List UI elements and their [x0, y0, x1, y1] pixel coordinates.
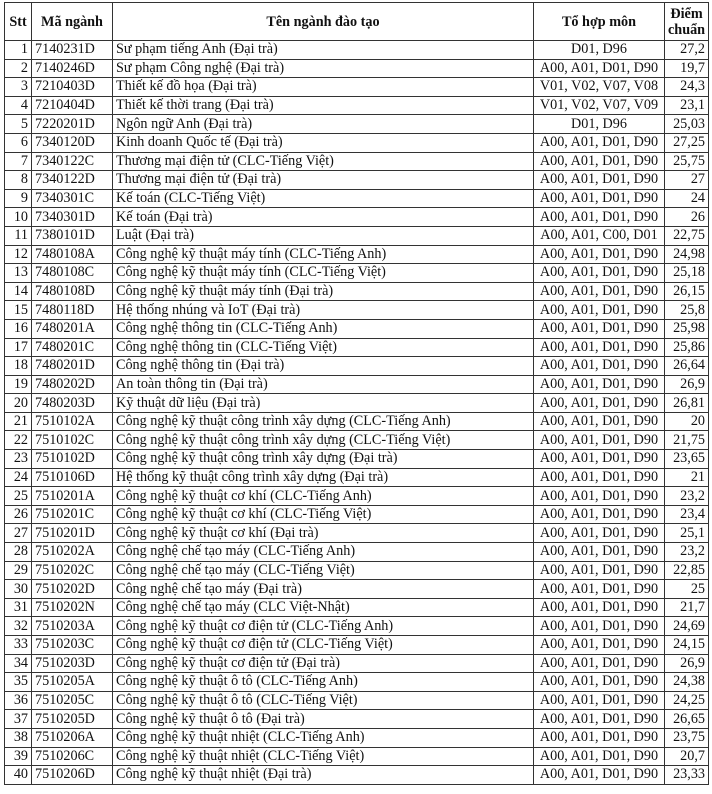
table-row	[5, 728, 709, 747]
cell-combo: A00, A01, D01, D90	[534, 319, 665, 338]
cell-stt: 38	[5, 728, 32, 747]
cell-name: Công nghệ kỹ thuật công trình xây dựng (CLC-Tiếng Việt)	[113, 431, 534, 450]
table-row	[5, 450, 709, 469]
cell-code: 7510205D	[32, 710, 113, 729]
cell-stt: 26	[5, 505, 32, 524]
cell-code: 7510202N	[32, 598, 113, 617]
cell-score: 23,1	[665, 96, 709, 115]
table-row	[5, 505, 709, 524]
cell-score: 23,2	[665, 487, 709, 506]
cell-combo: A00, A01, D01, D90	[534, 561, 665, 580]
cell-stt: 2	[5, 59, 32, 78]
cell-stt: 23	[5, 450, 32, 469]
table-row	[5, 561, 709, 580]
cell-stt: 8	[5, 171, 32, 190]
table-row	[5, 766, 709, 785]
table-row	[5, 673, 709, 692]
cell-code: 7340122C	[32, 152, 113, 171]
cell-stt: 18	[5, 357, 32, 376]
cell-combo: A00, A01, D01, D90	[534, 487, 665, 506]
cell-code: 7510201C	[32, 505, 113, 524]
cell-name: Công nghệ kỹ thuật nhiệt (Đại trà)	[113, 766, 534, 785]
cell-name: Hệ thống nhúng và IoT (Đại trà)	[113, 301, 534, 320]
cell-code: 7510102D	[32, 450, 113, 469]
cell-combo: A00, A01, D01, D90	[534, 747, 665, 766]
cell-combo: A00, A01, D01, D90	[534, 133, 665, 152]
table-row	[5, 357, 709, 376]
cell-score: 23,33	[665, 766, 709, 785]
cell-combo: A00, A01, D01, D90	[534, 171, 665, 190]
cell-code: 7480108D	[32, 282, 113, 301]
cell-combo: A00, A01, D01, D90	[534, 710, 665, 729]
cell-stt: 28	[5, 543, 32, 562]
cell-code: 7510106D	[32, 468, 113, 487]
cell-name: An toàn thông tin (Đại trà)	[113, 375, 534, 394]
cell-code: 7220201D	[32, 115, 113, 134]
cell-name: Công nghệ kỹ thuật cơ điện tử (Đại trà)	[113, 654, 534, 673]
cell-name: Công nghệ kỹ thuật cơ điện tử (CLC-Tiếng Anh)	[113, 617, 534, 636]
cell-score: 23,2	[665, 543, 709, 562]
cell-stt: 6	[5, 133, 32, 152]
cell-score: 24,3	[665, 78, 709, 97]
cell-score: 27,2	[665, 41, 709, 60]
cell-stt: 35	[5, 673, 32, 692]
table-row	[5, 617, 709, 636]
cell-stt: 34	[5, 654, 32, 673]
table-row	[5, 636, 709, 655]
cell-code: 7510205A	[32, 673, 113, 692]
cell-stt: 24	[5, 468, 32, 487]
cell-name: Kinh doanh Quốc tế (Đại trà)	[113, 133, 534, 152]
cell-code: 7210403D	[32, 78, 113, 97]
table-row	[5, 78, 709, 97]
cell-stt: 39	[5, 747, 32, 766]
table-row	[5, 59, 709, 78]
header-code: Mã ngành	[32, 3, 113, 41]
cell-score: 21,7	[665, 598, 709, 617]
cell-score: 19,7	[665, 59, 709, 78]
cell-stt: 16	[5, 319, 32, 338]
cell-name: Công nghệ kỹ thuật máy tính (CLC-Tiếng Việt)	[113, 264, 534, 283]
cell-combo: A00, A01, D01, D90	[534, 264, 665, 283]
cell-combo: V01, V02, V07, V08	[534, 78, 665, 97]
cell-score: 22,85	[665, 561, 709, 580]
cell-code: 7510102C	[32, 431, 113, 450]
cell-code: 7480108A	[32, 245, 113, 264]
cell-score: 27,25	[665, 133, 709, 152]
cell-combo: A00, A01, D01, D90	[534, 543, 665, 562]
cell-name: Công nghệ kỹ thuật công trình xây dựng (CLC-Tiếng Anh)	[113, 412, 534, 431]
cell-score: 20,7	[665, 747, 709, 766]
header-stt: Stt	[5, 3, 32, 41]
cell-score: 21,75	[665, 431, 709, 450]
cell-stt: 30	[5, 580, 32, 599]
cell-code: 7340120D	[32, 133, 113, 152]
cell-combo: A00, A01, D01, D90	[534, 338, 665, 357]
table-row	[5, 152, 709, 171]
cell-name: Công nghệ chế tạo máy (CLC-Tiếng Việt)	[113, 561, 534, 580]
cell-score: 25,86	[665, 338, 709, 357]
cell-code: 7480201A	[32, 319, 113, 338]
cell-score: 24,98	[665, 245, 709, 264]
cell-stt: 33	[5, 636, 32, 655]
cell-stt: 17	[5, 338, 32, 357]
table-row	[5, 394, 709, 413]
header-name: Tên ngành đào tạo	[113, 3, 534, 41]
cell-combo: A00, A01, D01, D90	[534, 394, 665, 413]
cell-stt: 14	[5, 282, 32, 301]
cell-stt: 3	[5, 78, 32, 97]
document-page	[4, 2, 709, 785]
cell-name: Luật (Đại trà)	[113, 226, 534, 245]
cell-stt: 13	[5, 264, 32, 283]
cell-stt: 21	[5, 412, 32, 431]
table-row	[5, 115, 709, 134]
cell-name: Kỹ thuật dữ liệu (Đại trà)	[113, 394, 534, 413]
table-row	[5, 96, 709, 115]
cell-score: 26,9	[665, 654, 709, 673]
header-score-line1: Điểm	[670, 5, 703, 22]
cell-code: 7510203C	[32, 636, 113, 655]
table-row	[5, 171, 709, 190]
table-row	[5, 487, 709, 506]
header-score-line2: chuẩn	[668, 21, 706, 38]
cell-score: 27	[665, 171, 709, 190]
cell-code: 7340301D	[32, 208, 113, 227]
cell-score: 25,18	[665, 264, 709, 283]
table-row	[5, 412, 709, 431]
cell-name: Công nghệ kỹ thuật công trình xây dựng (Đại trà)	[113, 450, 534, 469]
cell-combo: A00, A01, D01, D90	[534, 654, 665, 673]
cell-name: Công nghệ thông tin (Đại trà)	[113, 357, 534, 376]
cell-combo: A00, A01, C00, D01	[534, 226, 665, 245]
cell-name: Công nghệ chế tạo máy (Đại trà)	[113, 580, 534, 599]
cell-combo: A00, A01, D01, D90	[534, 691, 665, 710]
cell-code: 7480108C	[32, 264, 113, 283]
cell-code: 7510201A	[32, 487, 113, 506]
cell-code: 7340122D	[32, 171, 113, 190]
table-row	[5, 691, 709, 710]
cell-combo: V01, V02, V07, V09	[534, 96, 665, 115]
table-row	[5, 245, 709, 264]
cell-code: 7480203D	[32, 394, 113, 413]
cell-code: 7510205C	[32, 691, 113, 710]
cell-score: 23,75	[665, 728, 709, 747]
table-row	[5, 319, 709, 338]
cell-name: Công nghệ kỹ thuật cơ khí (CLC-Tiếng Việt)	[113, 505, 534, 524]
cell-name: Công nghệ kỹ thuật ô tô (Đại trà)	[113, 710, 534, 729]
cell-combo: A00, A01, D01, D90	[534, 59, 665, 78]
cell-name: Công nghệ thông tin (CLC-Tiếng Việt)	[113, 338, 534, 357]
cell-combo: A00, A01, D01, D90	[534, 636, 665, 655]
admission-score-table	[4, 2, 709, 785]
cell-combo: A00, A01, D01, D90	[534, 728, 665, 747]
cell-stt: 9	[5, 189, 32, 208]
cell-stt: 22	[5, 431, 32, 450]
cell-score: 26,9	[665, 375, 709, 394]
cell-combo: A00, A01, D01, D90	[534, 505, 665, 524]
cell-name: Công nghệ kỹ thuật máy tính (Đại trà)	[113, 282, 534, 301]
cell-combo: A00, A01, D01, D90	[534, 431, 665, 450]
cell-name: Thiết kế thời trang (Đại trà)	[113, 96, 534, 115]
cell-name: Công nghệ kỹ thuật ô tô (CLC-Tiếng Anh)	[113, 673, 534, 692]
cell-score: 23,65	[665, 450, 709, 469]
cell-code: 7480118D	[32, 301, 113, 320]
cell-name: Công nghệ kỹ thuật cơ khí (CLC-Tiếng Anh)	[113, 487, 534, 506]
cell-code: 7340301C	[32, 189, 113, 208]
cell-stt: 37	[5, 710, 32, 729]
cell-combo: A00, A01, D01, D90	[534, 673, 665, 692]
cell-name: Công nghệ kỹ thuật ô tô (CLC-Tiếng Việt)	[113, 691, 534, 710]
cell-stt: 12	[5, 245, 32, 264]
cell-name: Ngôn ngữ Anh (Đại trà)	[113, 115, 534, 134]
cell-stt: 4	[5, 96, 32, 115]
cell-name: Thương mại điện tử (CLC-Tiếng Việt)	[113, 152, 534, 171]
cell-combo: A00, A01, D01, D90	[534, 580, 665, 599]
cell-combo: A00, A01, D01, D90	[534, 766, 665, 785]
cell-stt: 20	[5, 394, 32, 413]
cell-stt: 31	[5, 598, 32, 617]
cell-score: 25,75	[665, 152, 709, 171]
cell-code: 7140231D	[32, 41, 113, 60]
cell-combo: D01, D96	[534, 115, 665, 134]
cell-name: Sư phạm tiếng Anh (Đại trà)	[113, 41, 534, 60]
cell-stt: 5	[5, 115, 32, 134]
cell-combo: A00, A01, D01, D90	[534, 245, 665, 264]
cell-name: Kế toán (CLC-Tiếng Việt)	[113, 189, 534, 208]
cell-code: 7510206D	[32, 766, 113, 785]
cell-code: 7140246D	[32, 59, 113, 78]
cell-combo: A00, A01, D01, D90	[534, 375, 665, 394]
cell-combo: A00, A01, D01, D90	[534, 412, 665, 431]
cell-score: 23,4	[665, 505, 709, 524]
table-row	[5, 189, 709, 208]
cell-code: 7480202D	[32, 375, 113, 394]
cell-code: 7510206C	[32, 747, 113, 766]
cell-score: 26,81	[665, 394, 709, 413]
cell-stt: 10	[5, 208, 32, 227]
cell-stt: 19	[5, 375, 32, 394]
table-row	[5, 338, 709, 357]
table-row	[5, 282, 709, 301]
table-row	[5, 654, 709, 673]
cell-code: 7510102A	[32, 412, 113, 431]
cell-name: Kế toán (Đại trà)	[113, 208, 534, 227]
cell-code: 7480201C	[32, 338, 113, 357]
table-header	[5, 3, 709, 41]
table-row	[5, 208, 709, 227]
cell-name: Công nghệ kỹ thuật nhiệt (CLC-Tiếng Việt)	[113, 747, 534, 766]
cell-stt: 36	[5, 691, 32, 710]
cell-score: 24,69	[665, 617, 709, 636]
table-row	[5, 226, 709, 245]
table-row	[5, 468, 709, 487]
table-row	[5, 543, 709, 562]
cell-stt: 27	[5, 524, 32, 543]
cell-score: 26,64	[665, 357, 709, 376]
cell-code: 7510206A	[32, 728, 113, 747]
cell-stt: 25	[5, 487, 32, 506]
table-row	[5, 41, 709, 60]
table-row	[5, 301, 709, 320]
cell-score: 25,98	[665, 319, 709, 338]
cell-combo: A00, A01, D01, D90	[534, 357, 665, 376]
cell-score: 21	[665, 468, 709, 487]
cell-score: 24,25	[665, 691, 709, 710]
cell-name: Công nghệ kỹ thuật máy tính (CLC-Tiếng Anh)	[113, 245, 534, 264]
cell-stt: 1	[5, 41, 32, 60]
cell-name: Thương mại điện tử (Đại trà)	[113, 171, 534, 190]
cell-score: 25,03	[665, 115, 709, 134]
cell-stt: 11	[5, 226, 32, 245]
cell-name: Hệ thống kỹ thuật công trình xây dựng (Đại trà)	[113, 468, 534, 487]
cell-code: 7380101D	[32, 226, 113, 245]
cell-combo: D01, D96	[534, 41, 665, 60]
table-row	[5, 264, 709, 283]
cell-stt: 7	[5, 152, 32, 171]
cell-combo: A00, A01, D01, D90	[534, 152, 665, 171]
header-combo: Tổ hợp môn	[534, 3, 665, 41]
cell-score: 22,75	[665, 226, 709, 245]
cell-score: 25,1	[665, 524, 709, 543]
cell-code: 7510202C	[32, 561, 113, 580]
cell-name: Công nghệ kỹ thuật cơ khí (Đại trà)	[113, 524, 534, 543]
cell-combo: A00, A01, D01, D90	[534, 301, 665, 320]
cell-combo: A00, A01, D01, D90	[534, 598, 665, 617]
cell-score: 26	[665, 208, 709, 227]
header-score	[665, 3, 709, 41]
cell-code: 7510203A	[32, 617, 113, 636]
cell-name: Công nghệ chế tạo máy (CLC Việt-Nhật)	[113, 598, 534, 617]
table-body	[5, 41, 709, 785]
cell-stt: 32	[5, 617, 32, 636]
table-row	[5, 747, 709, 766]
cell-code: 7480201D	[32, 357, 113, 376]
table-row	[5, 580, 709, 599]
cell-combo: A00, A01, D01, D90	[534, 450, 665, 469]
cell-code: 7510202A	[32, 543, 113, 562]
cell-name: Công nghệ thông tin (CLC-Tiếng Anh)	[113, 319, 534, 338]
cell-combo: A00, A01, D01, D90	[534, 282, 665, 301]
cell-score: 25,8	[665, 301, 709, 320]
table-row	[5, 598, 709, 617]
cell-score: 24,38	[665, 673, 709, 692]
cell-combo: A00, A01, D01, D90	[534, 617, 665, 636]
cell-score: 24	[665, 189, 709, 208]
cell-name: Thiết kế đồ họa (Đại trà)	[113, 78, 534, 97]
cell-name: Sư phạm Công nghệ (Đại trà)	[113, 59, 534, 78]
cell-score: 26,65	[665, 710, 709, 729]
table-row	[5, 524, 709, 543]
header-row	[5, 3, 709, 41]
cell-stt: 15	[5, 301, 32, 320]
cell-code: 7510202D	[32, 580, 113, 599]
cell-combo: A00, A01, D01, D90	[534, 468, 665, 487]
table-row	[5, 375, 709, 394]
cell-score: 20	[665, 412, 709, 431]
cell-combo: A00, A01, D01, D90	[534, 524, 665, 543]
table-row	[5, 133, 709, 152]
cell-stt: 29	[5, 561, 32, 580]
cell-name: Công nghệ kỹ thuật cơ điện tử (CLC-Tiếng Việt)	[113, 636, 534, 655]
cell-code: 7210404D	[32, 96, 113, 115]
cell-score: 24,15	[665, 636, 709, 655]
cell-score: 26,15	[665, 282, 709, 301]
cell-combo: A00, A01, D01, D90	[534, 208, 665, 227]
cell-code: 7510203D	[32, 654, 113, 673]
table-row	[5, 710, 709, 729]
table-row	[5, 431, 709, 450]
cell-stt: 40	[5, 766, 32, 785]
cell-code: 7510201D	[32, 524, 113, 543]
cell-name: Công nghệ kỹ thuật nhiệt (CLC-Tiếng Anh)	[113, 728, 534, 747]
cell-score: 25	[665, 580, 709, 599]
cell-combo: A00, A01, D01, D90	[534, 189, 665, 208]
cell-name: Công nghệ chế tạo máy (CLC-Tiếng Anh)	[113, 543, 534, 562]
